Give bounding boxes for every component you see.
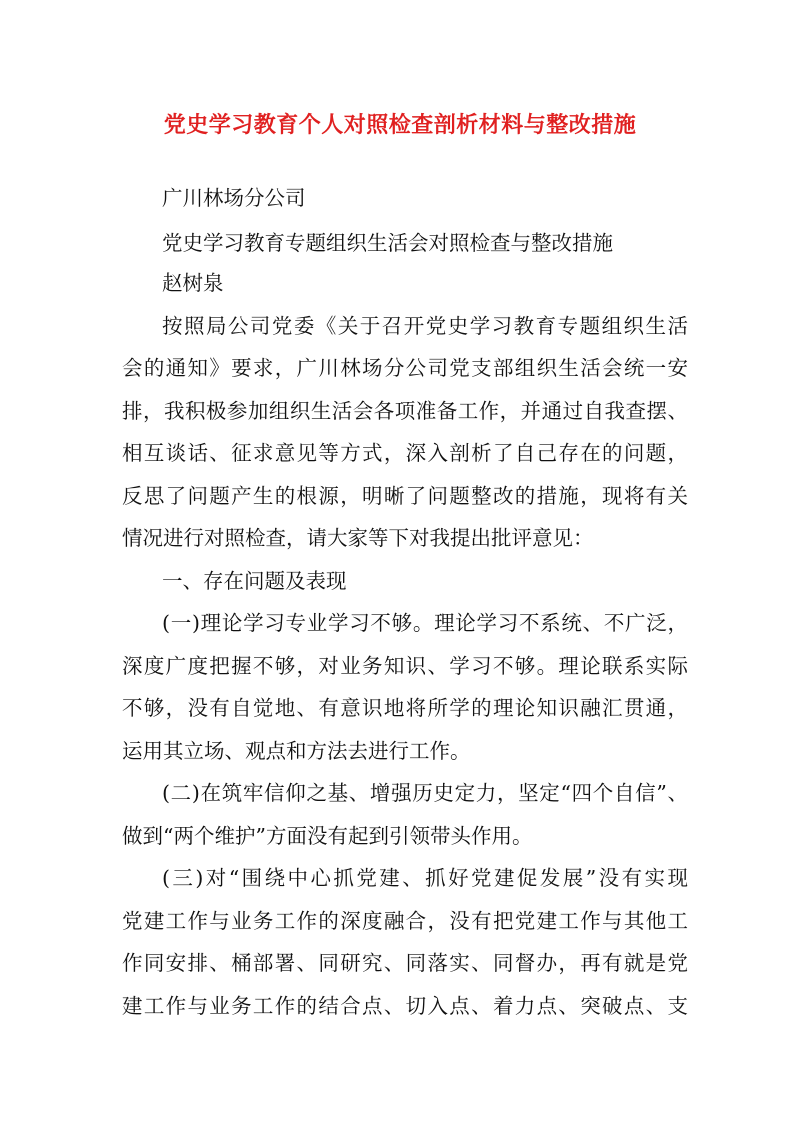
paragraph-line: 反思了问题产生的根源，明晰了问题整改的措施，现将有关: [122, 484, 688, 508]
paragraph-line: 不够，没有自觉地、有意识地将所学的理论知识融汇贯通，: [122, 696, 688, 720]
paragraph-line: 做到“两个维护”方面没有起到引领带头作用。: [122, 824, 533, 848]
paragraph-line: (一)理论学习专业学习不够。理论学习不系统、不广泛，: [162, 611, 688, 635]
paragraph-line: (二)在筑牢信仰之基、增强历史定力，坚定“四个自信”、: [162, 781, 688, 805]
paragraph-line: 运用其立场、观点和方法去进行工作。: [122, 739, 471, 763]
paragraph-line: 按照局公司党委《关于召开党史学习教育专题组织生活: [162, 314, 688, 338]
paragraph-line: 排，我积极参加组织生活会各项准备工作，并通过自我查摆、: [122, 399, 688, 423]
paragraph-line: 深度广度把握不够，对业务知识、学习不够。理论联系实际: [122, 654, 688, 678]
organization-name: 广川林场分公司: [162, 186, 306, 210]
paragraph-line: 相互谈话、征求意见等方式，深入剖析了自己存在的问题，: [122, 441, 688, 465]
paragraph-line: 建工作与业务工作的结合点、切入点、着力点、突破点、支: [122, 994, 688, 1018]
document-title: 党史学习教育个人对照检查剖析材料与整改措施: [163, 112, 637, 138]
paragraph-line: 党建工作与业务工作的深度融合，没有把党建工作与其他工: [122, 909, 688, 933]
paragraph-line: 情况进行对照检查，请大家等下对我提出批评意见：: [122, 526, 594, 550]
section-heading: 一、存在问题及表现: [162, 569, 347, 593]
author-name: 赵树泉: [162, 271, 224, 295]
paragraph-line: 作同安排、桶部署、同研究、同落实、同督办，再有就是党: [122, 951, 688, 975]
paragraph-line: (三)对“围绕中心抓党建、抓好党建促发展”没有实现: [162, 866, 688, 890]
document-subtitle: 党史学习教育专题组织生活会对照检查与整改措施: [162, 231, 613, 255]
paragraph-line: 会的通知》要求，广川林场分公司党支部组织生活会统一安: [122, 356, 688, 380]
